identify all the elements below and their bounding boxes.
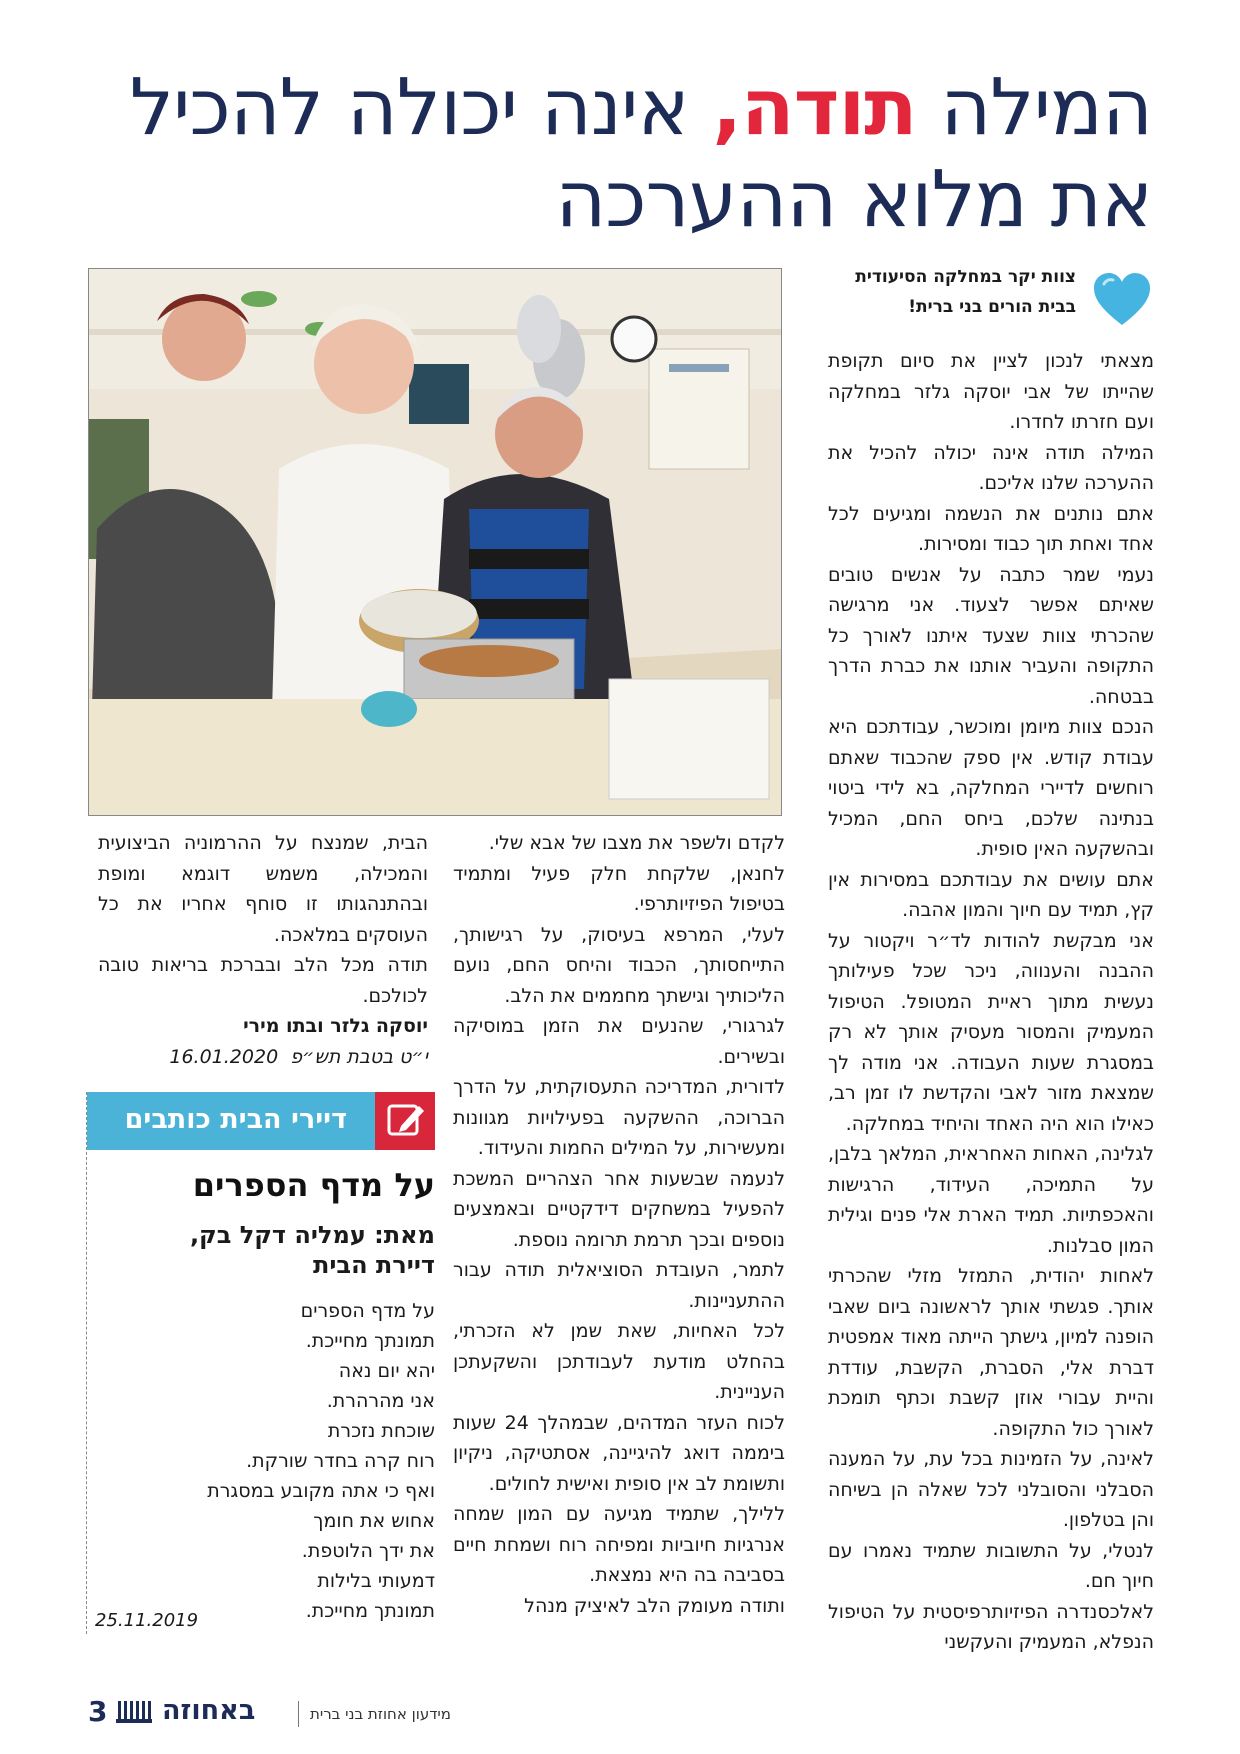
middle-paragraph: לתמר, העובדת הסוציאלית תודה עבור ההתעניינות.: [453, 1259, 785, 1312]
intro: [812, 262, 1152, 330]
middle-paragraph: ותודה מעומק הלב לאיציק מנהל: [524, 1594, 785, 1617]
middle-paragraph: לחנאן, שלקחת חלק פעיל ומתמיד בטיפול הפיזיותרפי.: [453, 862, 785, 915]
headline-part1: המילה: [916, 63, 1152, 153]
page-footer: [88, 1695, 508, 1731]
poem-author-line2: דיירת הבית: [312, 1251, 435, 1279]
footer-logo: באחוזה: [162, 1695, 256, 1726]
middle-paragraph: לכוח העזר המדהים, שבמהלך 24 שעות ביממה דואג להיגיינה, אסתטיקה, ניקיון ותשומת לב אין סופית ואישית לחולים.: [453, 1411, 785, 1495]
footer-subtitle: מידעון אחוזת בני ברית: [310, 1705, 451, 1723]
intro-line1: צוות יקר במחלקה הסיעודית: [855, 267, 1076, 287]
right-paragraph: אני מבקשת להודות לד״ר ויקטור על ההבנה והענווה, ניכר שכל פעילותך נעשית מתוך ראיית המטופל. הטיפול המעמיק והמסור מעסיק אותך לא רק במסגרת שעות העבודה. אני מודה לך שמצאת מזור לאבי והקדשת לו זמן רב, כאילו הוא היה האחד והיחיד במחלקה.: [828, 929, 1154, 1135]
right-paragraph: לגלינה, האחות האחראית, המלאך בלבן, על התמיכה, העידוד, הרגישות והאכפתיות. תמיד הארת אלי פנים וגילית המון סבלנות.: [828, 1143, 1154, 1257]
poem-line: את ידך הלוטפת.: [301, 1540, 435, 1562]
middle-paragraph: לעלי, המרפא בעיסוק, על רגישותך, התייחסותך, הכבוד והיחס החם, נועם הליכותיך וגישתך מחממים את הלב.: [453, 923, 785, 1007]
headline-part2: אינה יכולה להכיל: [129, 63, 713, 153]
group-photo: [88, 268, 782, 816]
poem-lines: [95, 1296, 435, 1626]
headline: [72, 62, 1152, 246]
right-paragraph: נעמי שמר כתבה על אנשים טובים שאיתם אפשר לצעוד. אני מרגישה שהכרתי צוות שצעד איתנו לאורך כל התקופה והעביר אותנו את כברת הדרך בבטחה.: [828, 563, 1154, 708]
poem-author: [95, 1220, 435, 1280]
poem-date: 25.11.2019: [95, 1610, 199, 1631]
right-paragraph: הנכם צוות מיומן ומוכשר, עבודתכם היא עבודת קודש. אין ספק שהכבוד שאתם רוחשים לדיירי המחלקה, בא לידי ביטוי בנתינה שלכם, ביחס החם, המכיל ובהשקעה האין סופית.: [828, 716, 1154, 860]
poem-line: תמונתך מחייכת.: [305, 1600, 435, 1622]
footer-divider: [298, 1701, 299, 1727]
left-paragraph: תודה מכל הלב ובברכת בריאות טובה לכולכם.: [98, 954, 428, 1007]
article-column-left: [98, 828, 428, 1072]
poem-line: רוח קרה בחדר שורקת.: [246, 1450, 435, 1472]
poem-line: יהא יום נאה: [338, 1360, 435, 1382]
left-paragraph: הבית, שמנצח על ההרמוניה הביצועית והמכילה, משמש דוגמא ומופת ובהתנהגותו זו סוחף אחריו את כל העוסקים במלאכה.: [98, 832, 428, 946]
middle-paragraph: ללילך, שתמיד מגיעה עם המון שמחה אנרגיות חיוביות ומפיחה רוח ושמחת חיים בסביבה בה היא נמצאת.: [453, 1503, 785, 1586]
middle-paragraph: לדורית, המדריכה התעסוקתית, על הדרך הברוכה, ההשקעה בפעילויות מגוונות ומעשירות, על המילים החמות והעידוד.: [453, 1076, 785, 1159]
middle-paragraph: לגרגורי, שהנעים את הזמן במוסיקה ובשירים.: [453, 1015, 785, 1068]
article-column-right: [828, 346, 1154, 1658]
right-paragraph: לנטלי, על התשובות שתמיד נאמרו עם חיוך חם.: [828, 1539, 1154, 1592]
poem-title: על מדף הספרים: [192, 1166, 435, 1204]
headline-highlight: תודה,: [712, 63, 917, 153]
box-header: [87, 1092, 435, 1150]
edit-icon-badge: [375, 1092, 435, 1150]
poem-line: על מדף הספרים: [300, 1300, 435, 1322]
poem-author-line1: מאת: עמליה דקל בק,: [189, 1221, 435, 1249]
poem-line: דמעותי בלילות: [317, 1570, 435, 1592]
article-column-middle: [453, 828, 785, 1621]
right-paragraph: המילה תודה אינה יכולה להכיל את ההערכה שלנו אליכם.: [828, 441, 1154, 494]
residents-write-box: [86, 1092, 435, 1634]
edit-icon: [375, 1092, 435, 1150]
middle-paragraph: לכל האחיות, שאת שמן לא הזכרתי, בהחלט מודעת לעבודתכן והשקעתכן העניינית.: [453, 1320, 785, 1403]
right-paragraph: לאינה, על הזמינות בכל עת, על המענה הסבלני והסובלני לכל שאלה הן בשיחה והן בטלפון.: [828, 1448, 1154, 1531]
signature-hebrew-date: י״ט בטבת תש״פ: [290, 1045, 428, 1068]
right-paragraph: לאלכסנדרה הפיזיותרפיסטית על הטיפול הנפלא, המעמיק והעקשני: [828, 1600, 1154, 1653]
right-paragraph: לאחות יהודית, התמזל מזלי שהכרתי אותך. פגשתי אותך לראשונה ביום שאבי הופנה למיון, גישתך הייתה מאוד אמפטית דברת אלי, הסברת, הקשבת, עודדת והיית עבורי אוזן קשבת וכתף תומכת לאורך כול התקופה.: [828, 1265, 1154, 1440]
middle-paragraph: לקדם ולשפר את מצבו של אבא שלי.: [488, 832, 785, 854]
intro-text: [806, 262, 1076, 322]
page-number: 3: [88, 1695, 108, 1728]
right-paragraph: מצאתי לנכון לציין את סיום תקופת שהייתו של אבי יוסקה גלזר במחלקה ועם חזרתו לחדרו.: [828, 350, 1154, 433]
photo-illustration: [89, 269, 781, 815]
signature-name: יוסקה גלזר ובתו מירי: [243, 1015, 428, 1037]
poem-line: אחוש את חומך: [313, 1510, 435, 1532]
middle-paragraph: לנעמה שבשעות אחר הצהריים המשכת להפעיל במשחקים דידקטיים ובאמצעים נוספים ובכך תרמת תרומה נוספת.: [453, 1167, 785, 1251]
heart-icon: [1092, 270, 1152, 330]
signature-date: [98, 1042, 428, 1073]
box-header-title: דיירי הבית כותבים: [124, 1104, 347, 1135]
poem-line: תמונתך מחייכת.: [305, 1330, 435, 1352]
poem-line: אני מהרהרת.: [326, 1390, 435, 1412]
headline-line2: את מלוא ההערכה: [555, 155, 1152, 245]
signature-gregorian-date: 16.01.2020: [169, 1045, 279, 1068]
poem-line: ואף כי אתה מקובע במסגרת: [207, 1480, 435, 1502]
poem-line: שוכחת נזכרת: [327, 1420, 435, 1442]
right-paragraph: אתם נותנים את הנשמה ומגיעים לכל אחד ואחת תוך כבוד ומסירות.: [828, 502, 1154, 555]
intro-line2: בבית הורים בני ברית!: [908, 297, 1076, 317]
left-paragraphs: [98, 828, 428, 1011]
menorah-icon: [114, 1699, 154, 1725]
right-paragraph: אתם עושים את עבודתכם במסירות אין קץ, תמיד עם חיוך והמון אהבה.: [828, 868, 1154, 921]
